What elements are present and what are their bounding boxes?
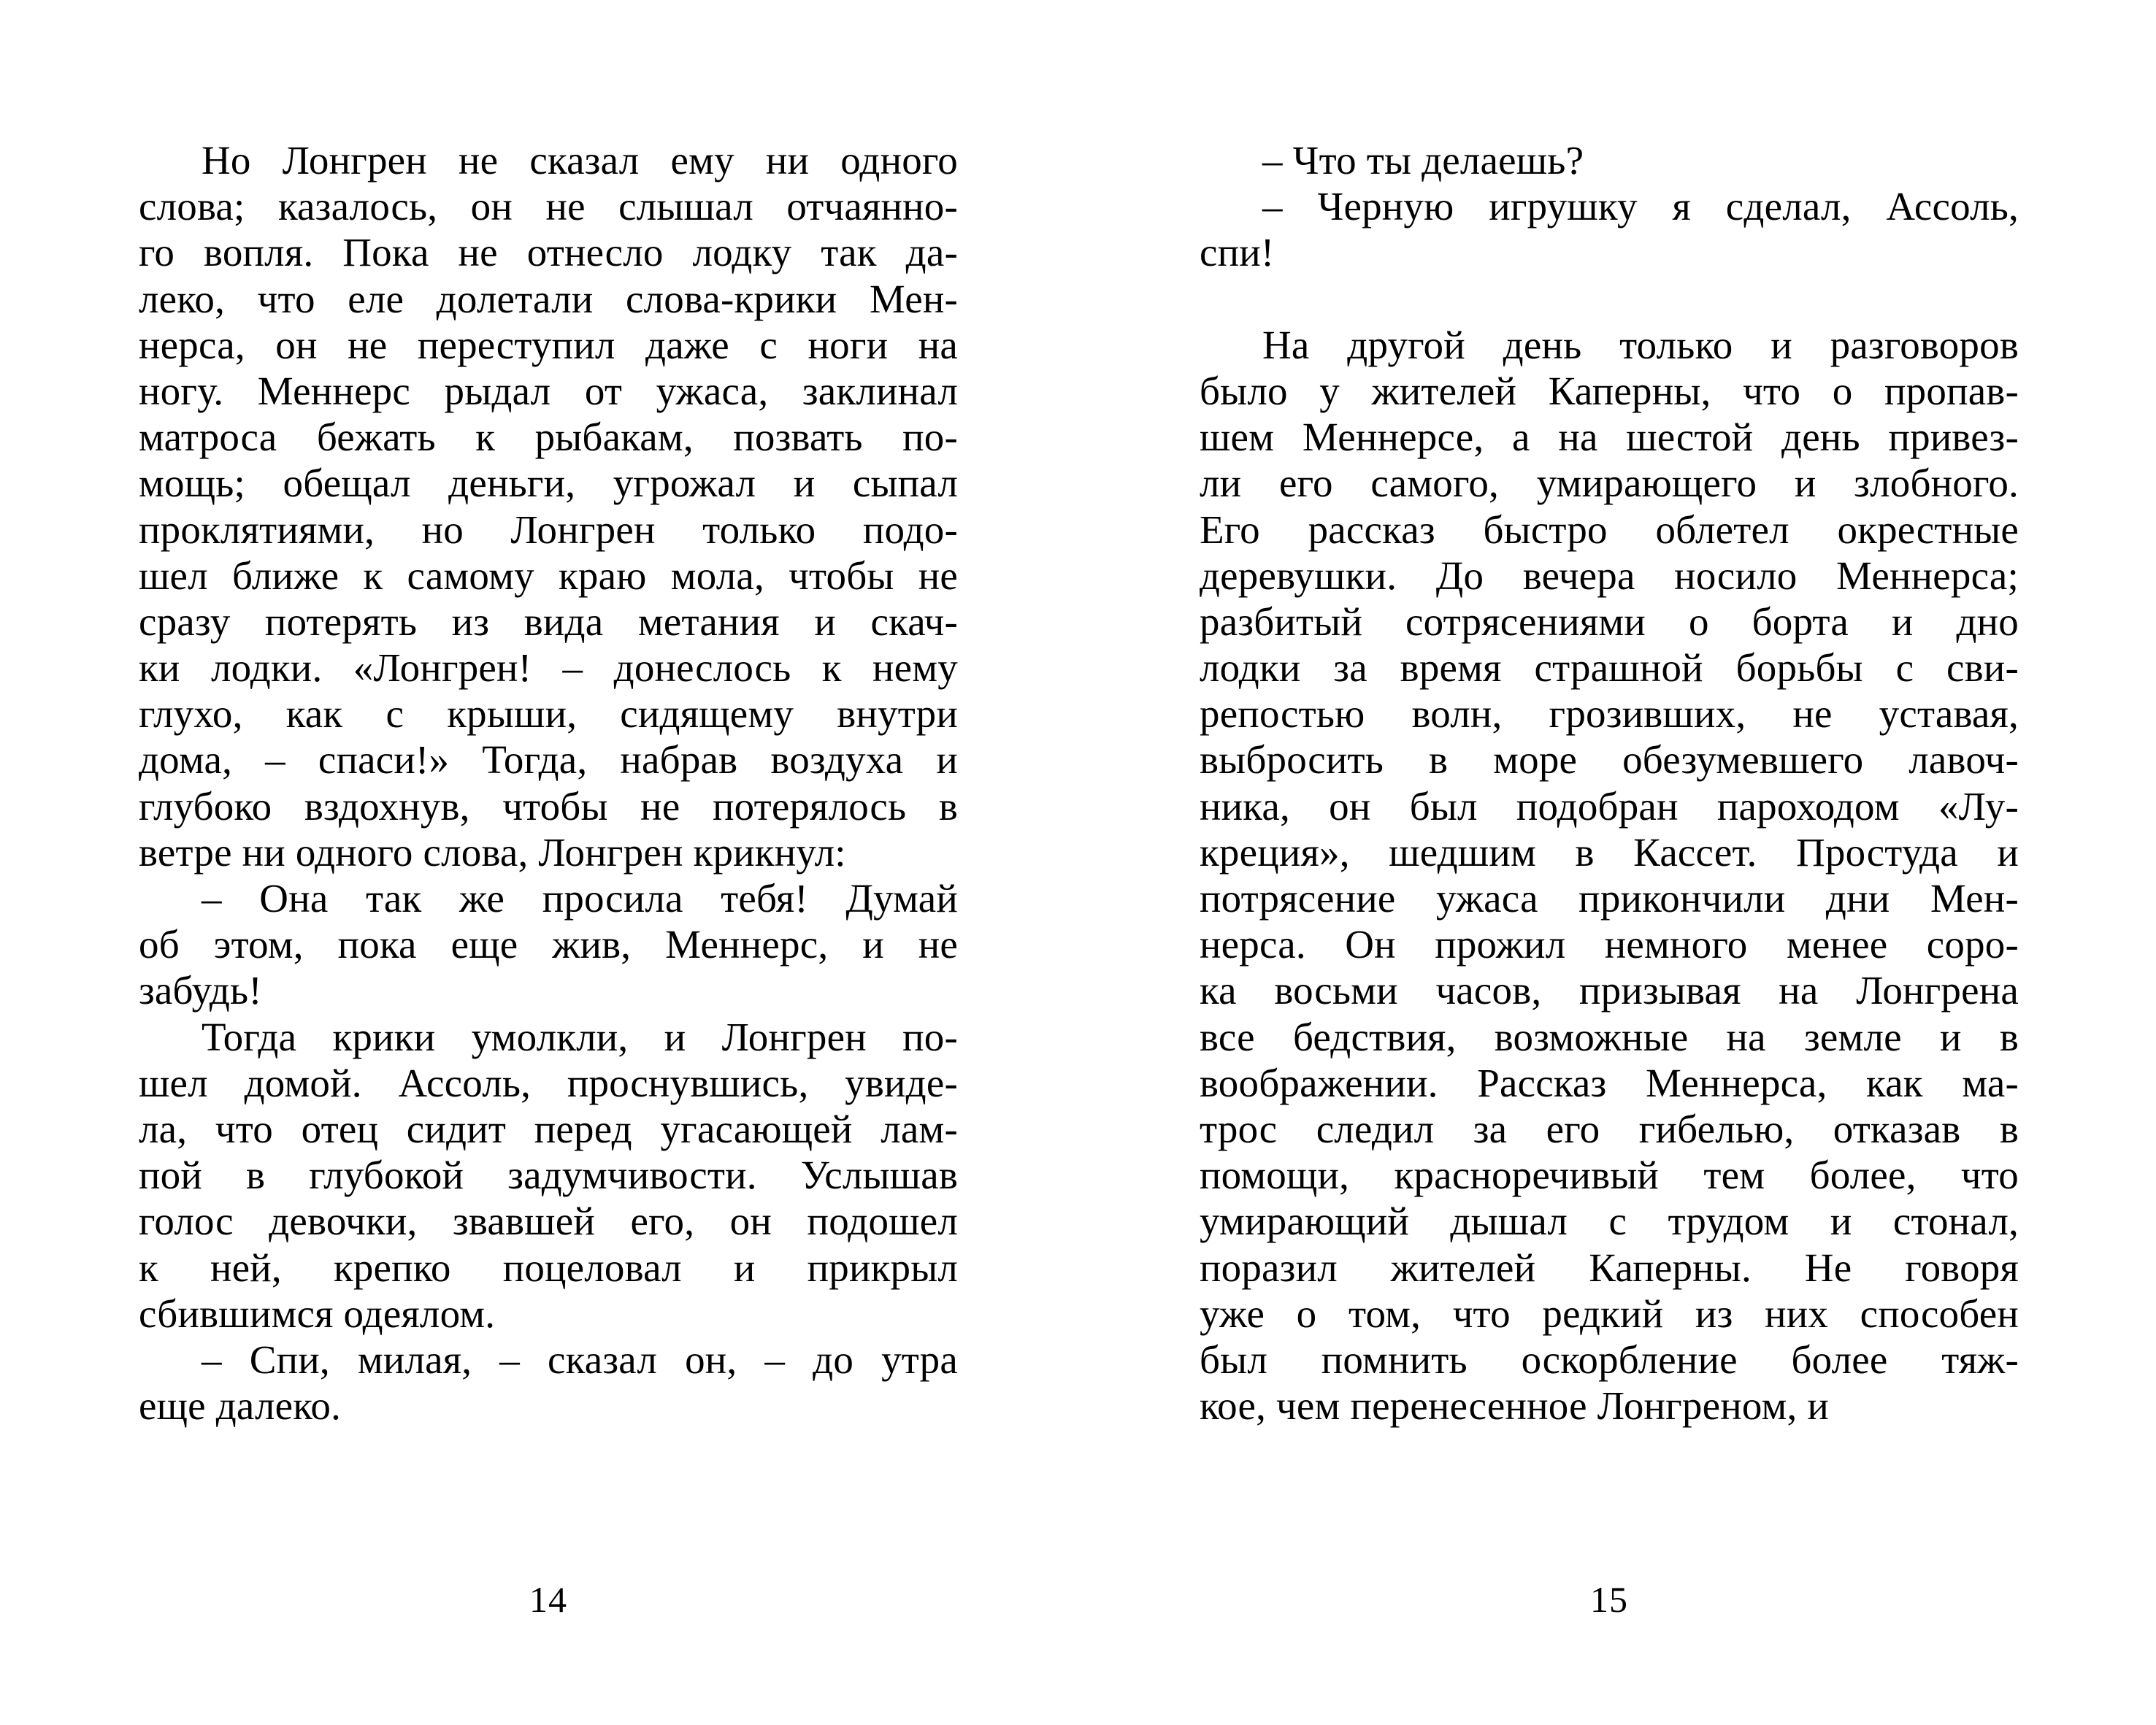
body-text-left (139, 137, 958, 1429)
text-line: ла, что отец сидит перед угасающей лам- (139, 1106, 958, 1151)
page-number-left: 14 (529, 1579, 567, 1620)
text-line: умирающий дышал с трудом и стонал, (1200, 1199, 2019, 1244)
text-line: помощи, красноречивый тем более, что (1200, 1153, 2019, 1198)
text-line: ногу. Меннерс рыдал от ужаса, заклинал (139, 368, 958, 413)
text-line: шел домой. Ассоль, проснувшись, увиде- (139, 1060, 958, 1105)
paragraph (1200, 183, 2019, 275)
text-line: дома, – спаси!» Тогда, набрав воздуха и (139, 737, 958, 783)
text-line: – Спи, милая, – сказал он, – до утра (202, 1337, 958, 1382)
paragraph (139, 1014, 958, 1337)
text-line: шем Меннерсе, а на шестой день привез- (1200, 415, 2019, 460)
text-line: к ней, крепко поцеловал и прикрыл (139, 1245, 958, 1290)
text-line: поразил жителей Каперны. Не говоря (1200, 1245, 2019, 1290)
text-line: сразу потерять из вида метания и скач- (139, 599, 958, 644)
paragraph (1200, 137, 2019, 183)
text-line: глухо, как с крыши, сидящему внутри (139, 691, 958, 737)
text-line: об этом, пока еще жив, Меннерс, и не (139, 922, 958, 967)
text-line: нерса. Он прожил немного менее соро- (1200, 922, 2019, 967)
text-line: ветре ни одного слова, Лонгрен крикнул: (139, 829, 846, 875)
text-line: ли его самого, умирающего и злобного. (1200, 461, 2019, 506)
text-line: все бедствия, возможные на земле и в (1200, 1014, 2019, 1059)
text-line: проклятиями, но Лонгрен только подо- (139, 507, 958, 552)
text-line: го вопля. Пока не отнесло лодку так да- (139, 230, 958, 275)
text-line: трос следил за его гибелью, отказав в (1200, 1106, 2019, 1151)
paragraph-gap (1200, 276, 2019, 322)
text-line: Его рассказ быстро облетел окрестные (1200, 507, 2019, 552)
text-line: лодки за время страшной борьбы с сви- (1200, 645, 2019, 691)
paragraph (139, 875, 958, 1014)
text-line: ника, он был подобран пароходом «Лу- (1200, 783, 2019, 829)
text-line: воображении. Рассказ Меннерса, как ма- (1200, 1060, 2019, 1105)
text-line: спи! (1200, 230, 1275, 275)
page-right (1078, 0, 2156, 1725)
text-line: слова; казалось, он не слышал отчаянно- (139, 184, 958, 229)
text-line: был помнить оскорбление более тяж- (1200, 1337, 2019, 1382)
text-line: – Что ты делаешь? (1262, 138, 1584, 183)
text-line: – Черную игрушку я сделал, Ассоль, (1262, 184, 2019, 229)
text-line: шел ближе к самому краю мола, чтобы не (139, 553, 958, 598)
text-line: пой в глубокой задумчивости. Услышав (139, 1153, 958, 1198)
paragraph (1200, 322, 2019, 1429)
text-line: еще далеко. (139, 1383, 342, 1429)
text-line: Но Лонгрен не сказал ему ни одного (202, 138, 958, 183)
text-line: уже о том, что редкий из них способен (1200, 1291, 2019, 1336)
text-line: леко, что еле долетали слова-крики Мен- (139, 276, 958, 321)
text-line: было у жителей Каперны, что о пропав- (1200, 368, 2019, 413)
text-line: разбитый сотрясениями о борта и дно (1200, 599, 2019, 644)
text-line: Тогда крики умолкли, и Лонгрен по- (202, 1014, 958, 1059)
page-number-right: 15 (1590, 1579, 1628, 1620)
body-text-right (1200, 137, 2019, 1429)
text-line: кое, чем перенесенное Лонгреном, и (1200, 1383, 1830, 1429)
paragraph (139, 1337, 958, 1429)
text-line: – Она так же просила тебя! Думай (202, 876, 958, 921)
paragraph (139, 137, 958, 875)
text-line: голос девочки, звавшей его, он подошел (139, 1199, 958, 1244)
text-line: нерса, он не переступил даже с ноги на (139, 322, 958, 367)
text-line: На другой день только и разговоров (1262, 322, 2019, 367)
text-line: потрясение ужаса прикончили дни Мен- (1200, 876, 2019, 921)
text-line: сбившимся одеялом. (139, 1291, 496, 1336)
text-line: матроса бежать к рыбакам, позвать по- (139, 415, 958, 460)
text-line: мощь; обещал деньги, угрожал и сыпал (139, 461, 958, 506)
text-line: деревушки. До вечера носило Меннерса; (1200, 553, 2019, 598)
text-line: глубоко вздохнув, чтобы не потерялось в (139, 783, 958, 829)
text-line: креция», шедшим в Кассет. Простуда и (1200, 829, 2019, 875)
text-line: выбросить в море обезумевшего лавоч- (1200, 737, 2019, 783)
text-line: ки лодки. «Лонгрен! – донеслось к нему (139, 645, 958, 691)
text-line: забудь! (139, 968, 262, 1013)
text-line: ка восьми часов, призывая на Лонгрена (1200, 968, 2019, 1013)
text-line: репостью волн, грозивших, не уставая, (1200, 691, 2019, 737)
